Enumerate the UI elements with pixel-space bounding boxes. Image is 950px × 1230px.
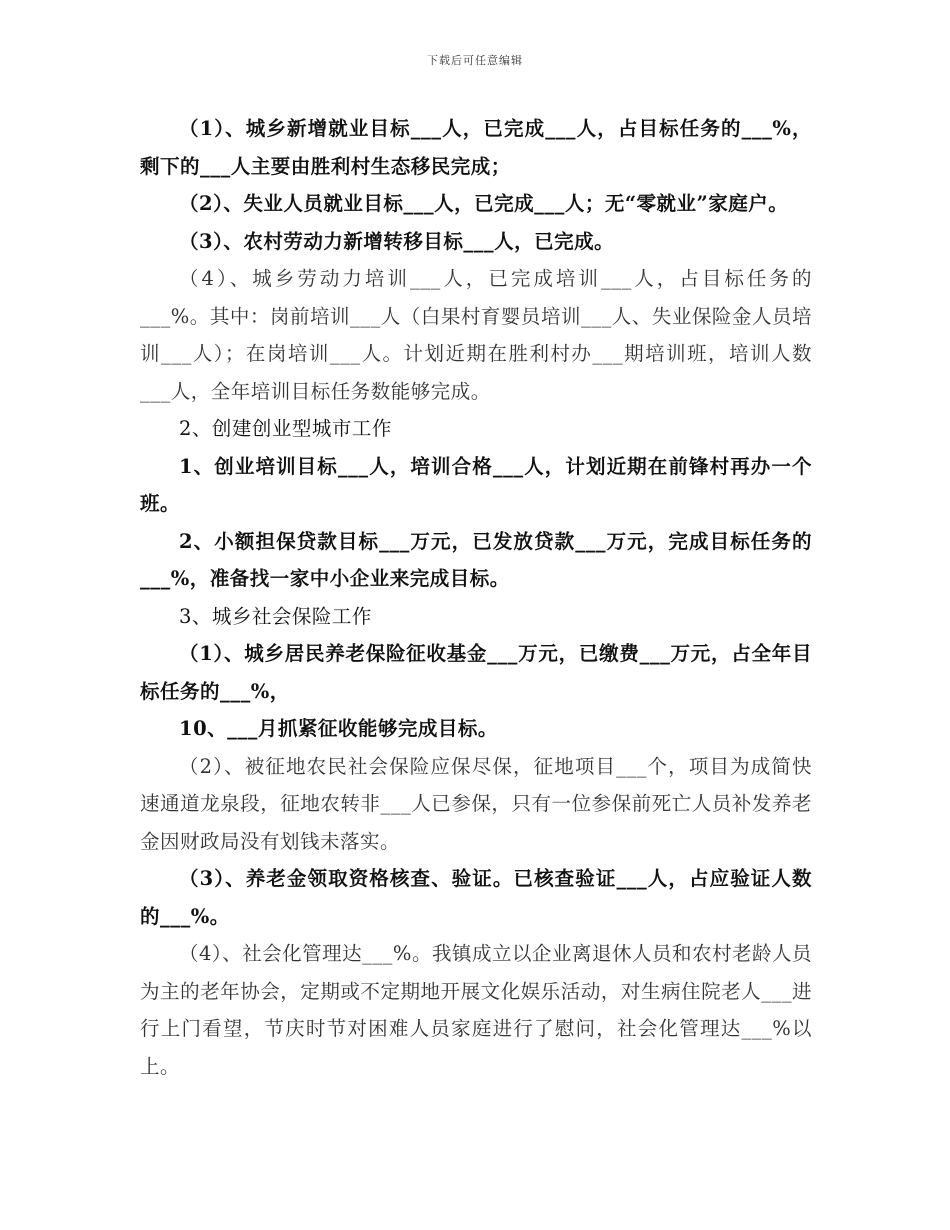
paragraph-small-loans: 2、小额担保贷款目标___万元，已发放贷款___万元，完成目标任务的___%，准备找一家中小企业来完成目标。 [140, 529, 812, 590]
paragraph-entrepreneurship-training: 1、创业培训目标___人，培训合格___人，计划近期在前锋村再办一个班。 [140, 454, 812, 515]
document-body [140, 110, 812, 1085]
paragraph-social-management: （4）、社会化管理达___%。我镇成立以企业离退休人员和农村老龄人员为主的老年协会，定期或不定期地开展文化娱乐活动，对生病住院老人___进行上门看望，节庆时节对困难人员家庭进行了慰问，社会化管理达___%以上。 [140, 942, 812, 1078]
page-header-note: 下载后可任意编辑 [427, 54, 523, 67]
paragraph-pension-verification: （3）、养老金领取资格核查、验证。已核查验证___人，占应验证人数的___%。 [140, 867, 812, 928]
paragraph-unemployed-employment: （2）、失业人员就业目标___人，已完成___人；无“零就业”家庭户。 [179, 192, 789, 215]
paragraph-collection-month: 10、___月抓紧征收能够完成目标。 [179, 717, 498, 740]
section-heading-entrepreneurial-city: 2、创建创业型城市工作 [179, 417, 392, 440]
paragraph-urban-rural-employment: （1）、城乡新增就业目标___人，已完成___人，占目标任务的___%，剩下的___人主要由胜利村生态移民完成； [140, 117, 812, 178]
paragraph-pension-fund: （1）、城乡居民养老保险征收基金___万元，已缴费___万元，占全年目标任务的___%， [140, 642, 812, 703]
paragraph-landless-farmers-insurance: （2）、被征地农民社会保险应保尽保，征地项目___个，项目为成简快速通道龙泉段，征地农转非___人已参保，只有一位参保前死亡人员补发养老金因财政局没有划钱未落实。 [140, 754, 812, 853]
paragraph-labor-training: （4）、城乡劳动力培训___人，已完成培训___人，占目标任务的___%。其中：岗前培训___人（白果村育婴员培训___人、失业保险金人员培训___人）；在岗培训___人。计划近期在胜利村办___期培训班，培训人数___人，全年培训目标任务数能够完成。 [140, 267, 812, 403]
section-heading-social-insurance: 3、城乡社会保险工作 [179, 604, 372, 628]
paragraph-rural-labor-transfer: （3）、农村劳动力新增转移目标___人，已完成。 [179, 229, 615, 253]
